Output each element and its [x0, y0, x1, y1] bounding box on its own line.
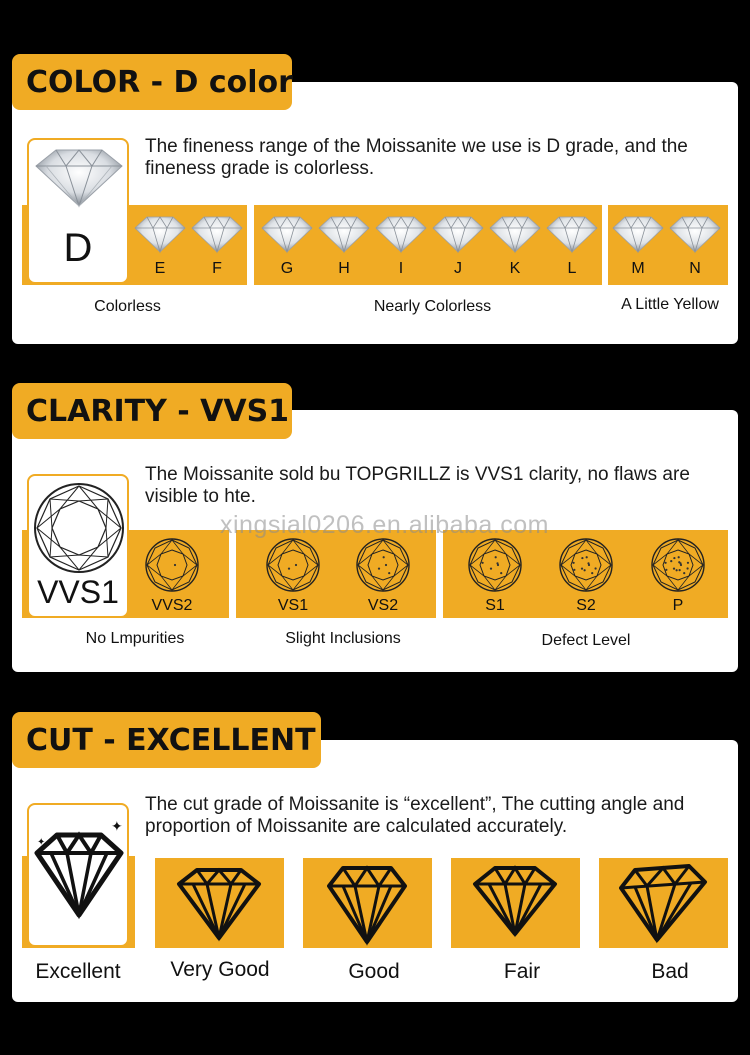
color-featured-card [27, 138, 129, 284]
diamond-icon [189, 214, 245, 254]
clarity-grade-letter: S2 [576, 597, 596, 614]
diamond-icon [316, 214, 372, 254]
color-section-title: COLOR - D color [12, 54, 292, 110]
diamond-outline-icon [465, 862, 565, 946]
watermark: xingsial0206.en.alibaba.com [220, 511, 549, 539]
round-diamond-icon [650, 537, 706, 593]
color-grade-item [373, 212, 429, 282]
cut-grade-card [303, 858, 432, 948]
color-grade-letter: I [398, 260, 404, 277]
cut-grade-label: Fair [503, 960, 541, 983]
color-grade-item [610, 212, 666, 282]
cut-featured-card [27, 803, 129, 947]
clarity-grade-item [650, 537, 706, 617]
color-grade-letter: N [689, 260, 701, 277]
clarity-grade-item [144, 537, 200, 617]
diamond-icon [32, 146, 126, 208]
color-grade-item [544, 212, 600, 282]
color-grade-item [667, 212, 723, 282]
little-yellow-label: A Little Yellow [621, 296, 719, 313]
featured-color-grade: D [63, 226, 93, 270]
round-diamond-icon [558, 537, 614, 593]
cut-grade-label: Excellent [35, 960, 121, 983]
colorless-label: Colorless [94, 298, 161, 315]
diamond-icon [259, 214, 315, 254]
clarity-grade-letter: VVS2 [151, 597, 193, 614]
featured-clarity-grade: VVS1 [37, 574, 119, 610]
color-grade-letter: L [567, 260, 577, 277]
color-grade-letter: G [280, 260, 294, 277]
diamond-icon [373, 214, 429, 254]
round-diamond-icon [144, 537, 200, 593]
cut-grade-card [451, 858, 580, 948]
cut-grade-label: Very Good [170, 958, 270, 981]
diamond-icon [544, 214, 600, 254]
diamond-icon [487, 214, 543, 254]
color-grade-item [259, 212, 315, 282]
round-diamond-outline-icon [32, 481, 126, 575]
clarity-featured-card [27, 474, 129, 618]
round-diamond-icon [467, 537, 523, 593]
diamond-outline-icon [613, 862, 713, 946]
color-grade-letter: F [212, 260, 222, 277]
round-diamond-icon [355, 537, 411, 593]
diamond-outline-icon [169, 862, 269, 946]
diamond-icon [667, 214, 723, 254]
color-grade-letter: K [509, 260, 521, 277]
color-grade-item [132, 212, 188, 282]
nearly-colorless-label: Nearly Colorless [373, 298, 492, 315]
diamond-outline-icon [317, 862, 417, 946]
diamond-icon [610, 214, 666, 254]
clarity-grade-item [467, 537, 523, 617]
clarity-grade-item [265, 537, 321, 617]
color-grade-item [487, 212, 543, 282]
color-description: The fineness range of the Moissanite we use is D grade, and the fineness grade is colorless. [145, 136, 688, 179]
clarity-grade-letter: VS1 [277, 597, 309, 614]
no-impurities-label: No Lmpurities [85, 630, 185, 647]
cut-grade-card [155, 858, 284, 948]
cut-description: The cut grade of Moissanite is “excellent”, The cutting angle and proportion of Moissanite are calculated accurately. [145, 794, 685, 837]
diamond-outline-icon [31, 821, 127, 921]
color-grade-item [316, 212, 372, 282]
color-grade-item [189, 212, 245, 282]
cut-section-title: CUT - EXCELLENT [12, 712, 321, 768]
slight-inclusions-label: Slight Inclusions [285, 630, 401, 647]
diamond-icon [430, 214, 486, 254]
clarity-grade-letter: VS2 [367, 597, 399, 614]
clarity-grade-letter: S1 [485, 597, 505, 614]
color-grade-item [430, 212, 486, 282]
color-grade-letter: J [454, 260, 462, 277]
color-grade-letter: M [631, 260, 645, 277]
round-diamond-icon [265, 537, 321, 593]
clarity-section-title: CLARITY - VVS1 [12, 383, 292, 439]
clarity-grade-item [355, 537, 411, 617]
color-grade-letter: E [154, 260, 166, 277]
cut-grade-label: Good [348, 960, 400, 983]
clarity-grade-letter: P [672, 597, 684, 614]
defect-level-label: Defect Level [541, 632, 631, 649]
clarity-description: The Moissanite sold bu TOPGRILLZ is VVS1 clarity, no flaws are visible to hte. [145, 464, 690, 507]
clarity-grade-item [558, 537, 614, 617]
diamond-icon [132, 214, 188, 254]
cut-grade-label: Bad [651, 960, 689, 983]
svg-text:✦: ✦ [37, 837, 46, 848]
cut-grade-card [599, 858, 728, 948]
svg-text:✦: ✦ [111, 821, 123, 835]
color-grade-letter: H [338, 260, 350, 277]
